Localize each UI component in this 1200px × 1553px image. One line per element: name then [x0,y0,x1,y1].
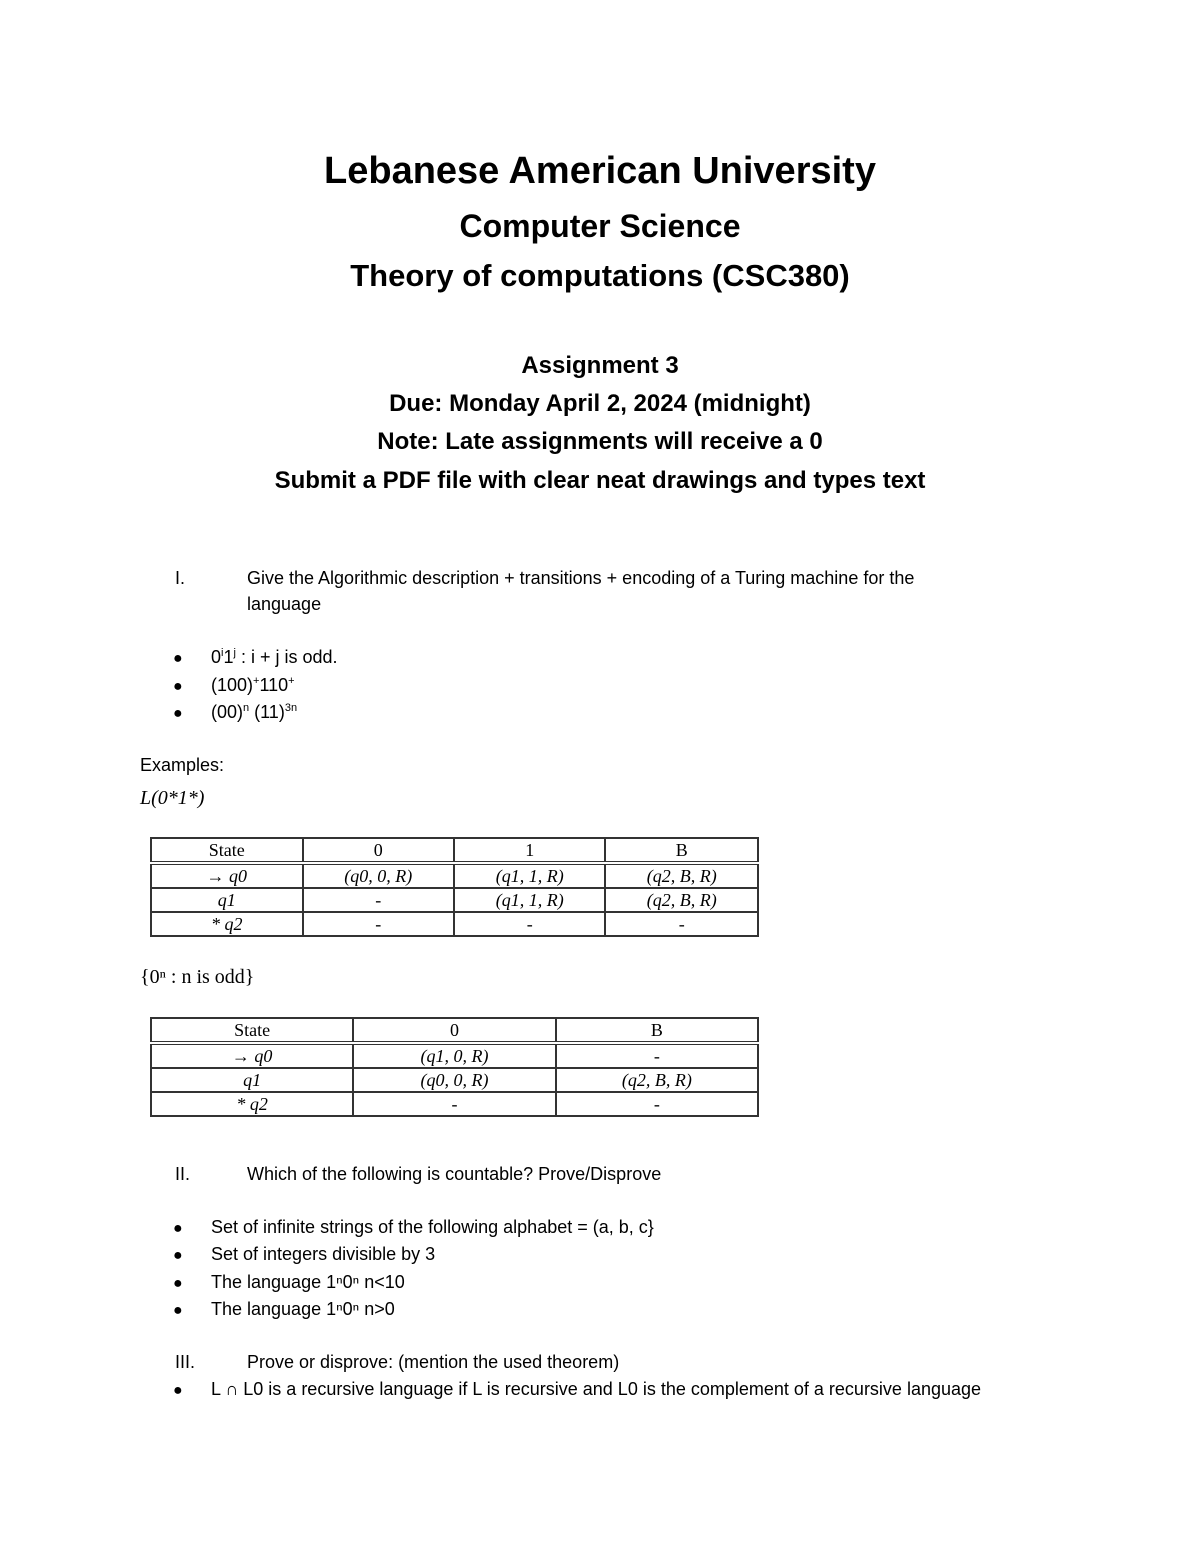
table-row [151,1043,758,1068]
table-cell: - [454,912,605,936]
table-header-cell: B [556,1018,758,1043]
table-cell: * q2 [151,912,303,936]
department-title: Computer Science [459,208,741,244]
question-2-text: Which of the following is countable? Prove/Disprove [247,1164,662,1184]
table-cell: (q2, B, R) [605,888,758,912]
table-cell: q1 [151,1068,353,1092]
table-cell: - [605,912,758,936]
example-2-transition-table [150,1017,759,1117]
submission-instructions: Submit a PDF file with clear neat drawings and types text [274,467,926,494]
table-cell: (q0, 0, R) [353,1068,555,1092]
table-header-cell: State [151,838,303,863]
table-cell: - [353,1092,555,1116]
question-1-text-line2: language [247,594,322,614]
table-cell: q1 [151,888,303,912]
bullet-icon: ● [173,705,183,722]
late-note: Note: Late assignments will receive a 0 [377,428,823,455]
table-cell: (q2, B, R) [556,1068,758,1092]
assignment-title: Assignment 3 [521,352,679,379]
due-date: Due: Monday April 2, 2024 (midnight) [389,390,811,417]
example-1-title: L(0*1*) [140,787,205,809]
table-cell: * q2 [151,1092,353,1116]
q3-item-1: L ∩ L0 is a recursive language if L is recursive and L0 is the complement of a recursive language [211,1379,982,1399]
bullet-icon: ● [173,1275,183,1292]
question-3-text: Prove or disprove: (mention the used theorem) [247,1352,620,1372]
table-cell: (q1, 0, R) [353,1043,555,1068]
table-row [151,863,758,888]
table-header-cell: B [605,838,758,863]
question-1-text-line1: Give the Algorithmic description + transitions + encoding of a Turing machine for the [247,568,915,588]
question-2-numeral: II. [175,1164,191,1184]
q1-language-2: (100)+110+ [211,675,295,695]
table-cell: → q0 [151,863,303,888]
table-cell: → q0 [151,1043,353,1068]
bullet-icon: ● [173,1220,183,1237]
bullet-icon: ● [173,678,183,695]
course-title: Theory of computations (CSC380) [350,258,850,293]
examples-label: Examples: [140,755,225,775]
table-cell: (q0, 0, R) [303,863,454,888]
table-cell: (q1, 1, R) [454,888,605,912]
table-row [151,888,758,912]
table-cell: - [303,912,454,936]
q2-item-1: Set of infinite strings of the following alphabet = (a, b, c} [211,1217,654,1237]
table-header-cell: 0 [303,838,454,863]
bullet-icon: ● [173,1382,183,1399]
table-row [151,1068,758,1092]
q1-language-1: 0$^i$1$^j$ : i + j is odd. [211,647,338,667]
table-row [151,1092,758,1116]
q2-item-3: The language 1ⁿ0ⁿ n<10 [211,1272,405,1292]
table-header-cell: State [151,1018,353,1043]
table-header-cell: 1 [454,838,605,863]
q2-item-4: The language 1ⁿ0ⁿ n>0 [211,1299,395,1319]
question-3-numeral: III. [175,1352,196,1372]
bullet-icon: ● [173,1247,183,1264]
university-title: Lebanese American University [324,150,876,192]
question-1-numeral: I. [175,568,186,588]
q2-item-2: Set of integers divisible by 3 [211,1244,436,1264]
table-header-cell: 0 [353,1018,555,1043]
table-cell: - [303,888,454,912]
table-row [151,912,758,936]
table-cell: (q2, B, R) [605,863,758,888]
table-cell: (q1, 1, R) [454,863,605,888]
q1-language-3: $(00)^n$ $(11)^{3n}$ [211,702,298,722]
table-cell: - [556,1092,758,1116]
example-1-transition-table [150,837,759,937]
example-2-title: {0ⁿ : n is odd} [140,966,255,988]
bullet-icon: ● [173,1302,183,1319]
table-cell: - [556,1043,758,1068]
bullet-icon: ● [173,650,183,667]
